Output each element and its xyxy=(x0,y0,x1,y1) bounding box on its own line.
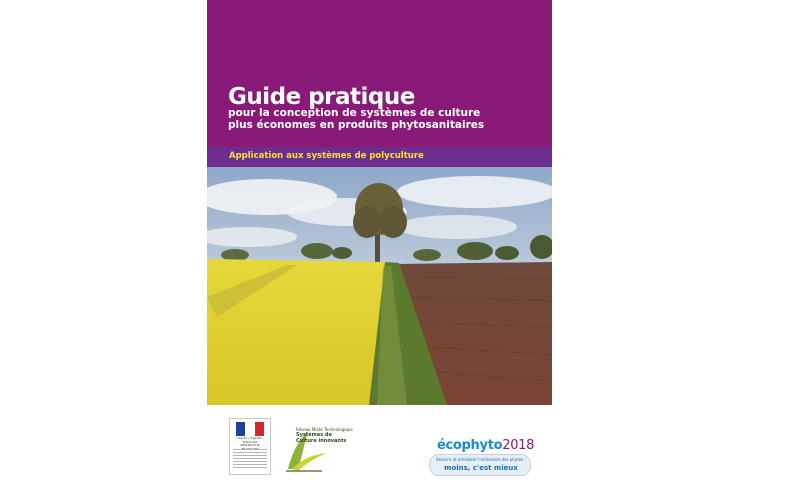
cover-photo xyxy=(207,167,552,405)
subtitle-line-2: plus économes en produits phytosanitaires xyxy=(228,118,485,131)
guide-cover xyxy=(207,0,552,483)
ecophyto-slogan: moins, c'est mieux xyxy=(444,464,518,472)
cover-subtitle xyxy=(228,108,484,131)
republic-text: Liberté • Égalité • Fraternité RÉPUBLIQUE xyxy=(236,436,264,447)
ecophyto-title: écophyto2018 xyxy=(437,438,535,453)
application-text: Application aux systèmes de polyculture xyxy=(229,151,424,161)
ecophyto-logo xyxy=(429,438,533,476)
cover-header xyxy=(207,0,552,147)
ecophyto-slogan-pill xyxy=(429,454,531,476)
subtitle-line-1: pour la conception de systèmes de culture xyxy=(228,107,481,119)
french-republic-logo xyxy=(229,418,271,475)
cover-title: Guide pratique xyxy=(228,84,415,110)
ministry-lines xyxy=(233,449,267,470)
french-flag-icon xyxy=(236,422,264,436)
logos-area xyxy=(207,405,552,483)
rmt-line-1: Réseau Mixte Technologique xyxy=(296,427,353,432)
rmt-line-3: Culture innovants xyxy=(296,438,347,444)
rmt-line-2: Systèmes de xyxy=(296,432,332,438)
rmt-text xyxy=(296,427,353,444)
application-band xyxy=(207,147,552,167)
ecophyto-small-text: Réduire et améliorer l'utilisation des phytos : xyxy=(436,457,526,462)
